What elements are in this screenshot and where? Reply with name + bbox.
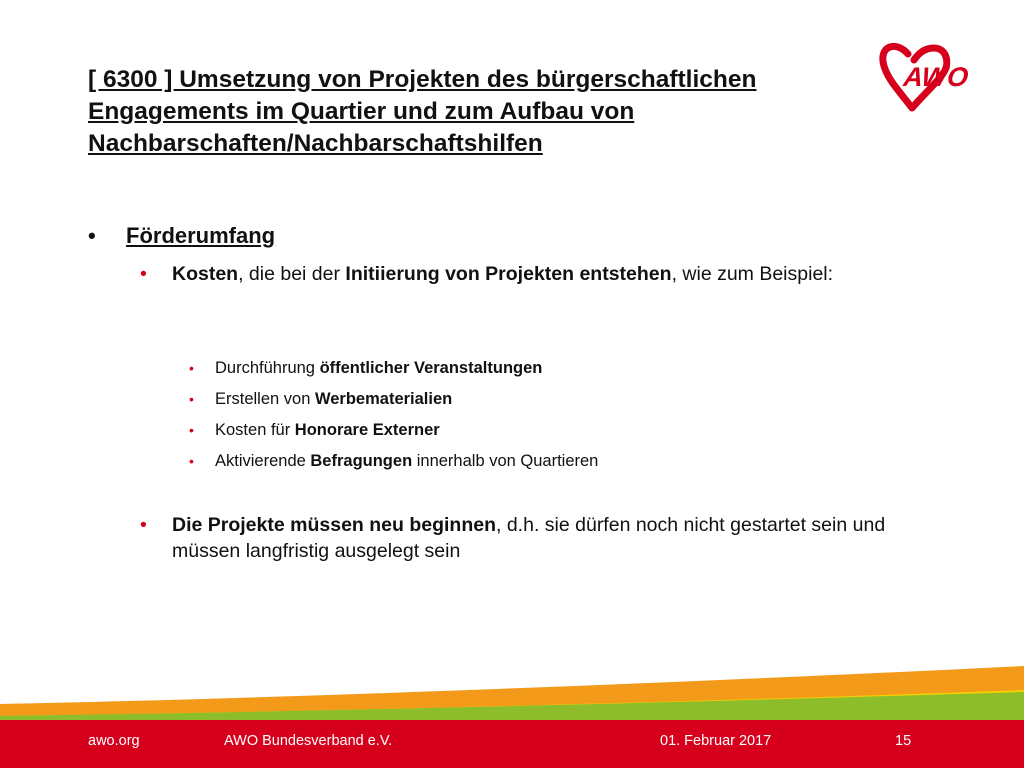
bold-text: Werbematerialien [314,390,453,408]
plain-text: , d.h. sie dürfen noch nicht gestartet sein und müssen langfristig ausgelegt sein [172,514,886,562]
bullet-text [172,512,900,564]
bullet-marker: • [88,223,96,248]
sub-bullet-item [189,419,889,441]
slide-title [88,64,888,160]
plain-text: , die bei der [238,263,346,285]
plain-text: , wie zum Beispiel: [671,263,834,285]
bullet-marker: • [140,514,147,536]
bullet-point-costs [140,261,900,287]
bullet-marker: • [189,453,194,469]
section-heading [88,223,275,249]
footer-date: 01. Februar 2017 [660,733,772,749]
bold-text: Honorare Externer [294,421,440,439]
footer-website-link[interactable]: awo.org [88,733,140,749]
bullet-text [172,261,900,287]
bold-text: Die Projekte müssen neu beginnen [172,514,496,536]
title-line-1: [ 6300 ] Umsetzung von Projekten des bürgerschaftlichen [88,66,757,93]
plain-text: innerhalb von Quartieren [412,452,599,470]
bullet-point-projects [140,512,900,564]
title-line-3: Nachbarschaften/Nachbarschaftshilfen [88,130,543,157]
bold-text: Kosten [172,263,239,285]
awo-logo [878,36,986,116]
plain-text: Durchführung [215,359,320,377]
bold-text: Initiierung von Projekten entstehen [345,263,672,285]
bold-text: öffentlicher Veranstaltungen [319,359,543,377]
footer-organization: AWO Bundesverband e.V. [224,733,393,749]
title-line-2: Engagements im Quartier und zum Aufbau von [88,98,635,125]
section-heading-text: Förderumfang [126,223,276,248]
sub-bullet-item [189,357,889,379]
bold-text: Befragungen [310,452,413,470]
bullet-marker: • [189,422,194,438]
logo-text: AWO [902,61,970,92]
plain-text: Aktivierende [215,452,311,470]
sub-bullet-item [189,388,889,410]
plain-text: Erstellen von [215,390,315,408]
plain-text: Kosten für [215,421,295,439]
footer-page-number: 15 [895,733,912,749]
bullet-marker: • [189,360,194,376]
bullet-marker: • [189,391,194,407]
sub-bullet-item [189,450,889,472]
footer-waves [0,664,1024,724]
footer-bar [0,720,1024,768]
bullet-marker: • [140,263,147,285]
